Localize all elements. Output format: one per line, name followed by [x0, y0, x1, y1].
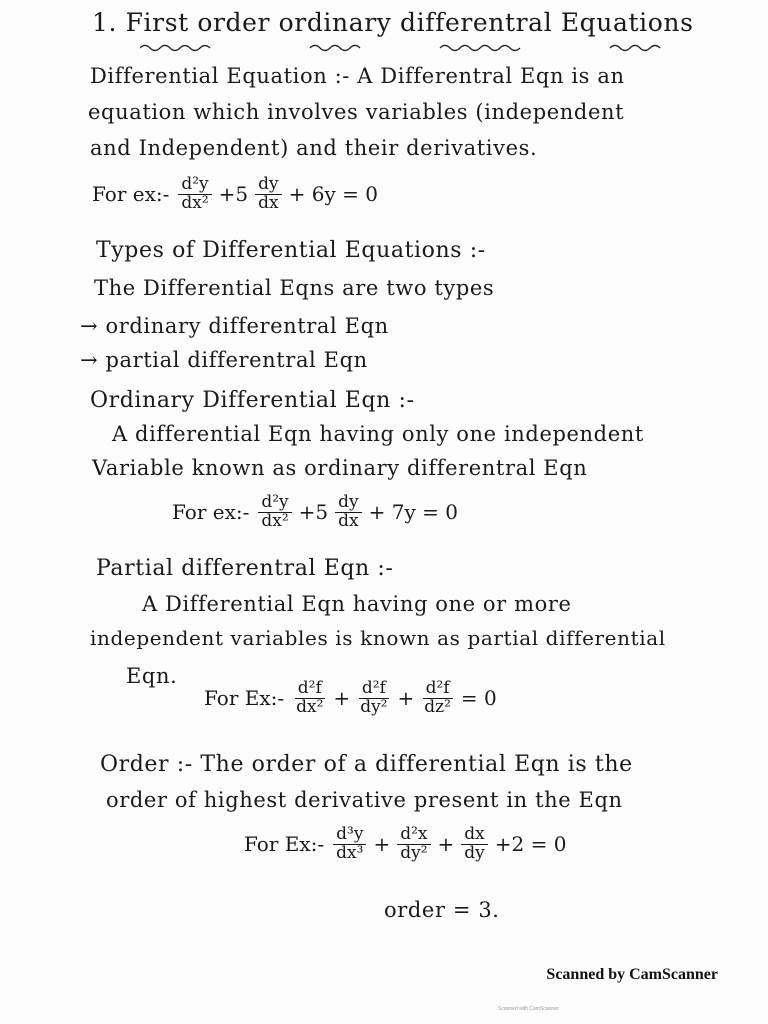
example-equation-2: For ex:- $\frac{\text{d²y}}{\text{dx²}}$ +5 $\frac{dy}{dx}$ + 7y = 0: [172, 492, 458, 531]
fraction: $\frac{dy}{dx}$: [255, 176, 282, 213]
fraction: $\frac{\text{d²f}}{\text{dy²}}$: [360, 678, 388, 717]
example-label: For Ex:-: [204, 686, 285, 711]
fraction: $\frac{\text{d²y}}{\text{dx²}}$: [178, 176, 211, 213]
partial-line-3: Eqn.: [126, 664, 178, 688]
page-title: 1. First order ordinary differentral Equations: [92, 8, 694, 37]
types-item-partial: → partial differentral Eqn: [80, 348, 368, 372]
fraction: $\frac{dx}{dy}$: [461, 826, 488, 863]
fraction: $\frac{\text{d³y}}{\text{dx³}}$: [333, 826, 366, 863]
ordinary-heading: Ordinary Differential Eqn :-: [90, 388, 415, 413]
partial-line-2: independent variables is known as partial differential: [90, 626, 666, 650]
camscanner-watermark: Scanned by CamScanner: [546, 966, 718, 983]
fraction: $\frac{\text{d²f}}{\text{dz²}}$: [424, 678, 451, 717]
example-label: For Ex:-: [244, 832, 325, 857]
definition-line-2: equation which involves variables (independent: [88, 100, 625, 124]
order-result: order = 3.: [384, 898, 500, 922]
definition-line-3: and Independent) and their derivatives.: [90, 136, 538, 160]
partial-heading: Partial differentral Eqn :-: [96, 556, 394, 581]
ordinary-line-1: A differential Eqn having only one independent: [112, 422, 644, 446]
example-equation-1: For ex:- $\frac{\text{d²y}}{\text{dx²}}$ +5 $\frac{dy}{dx}$ + 6y = 0: [92, 174, 378, 213]
fraction: $\frac{\text{d²x}}{\text{dy²}}$: [397, 826, 430, 863]
types-intro: The Differential Eqns are two types: [94, 276, 495, 300]
footer-tiny-text: Scanned with CamScanner: [498, 1006, 559, 1012]
fraction: $\frac{dy}{dx}$: [335, 494, 362, 531]
types-item-ordinary: → ordinary differentral Eqn: [80, 314, 389, 338]
fraction: $\frac{\text{d²y}}{\text{dx²}}$: [258, 494, 291, 531]
example-label: For ex:-: [92, 182, 170, 207]
order-line-1: Order :- The order of a differential Eqn is the: [100, 752, 633, 777]
fraction: $\frac{\text{d²f}}{\text{dx²}}$: [296, 678, 324, 717]
example-equation-4: For Ex:- $\frac{\text{d³y}}{\text{dx³}}$ + $\frac{\text{d²x}}{\text{dy²}}$ + $\frac{dx}{dy}$ +2 = 0: [244, 824, 567, 863]
example-equation-3: For Ex:- $\frac{\text{d²f}}{\text{dx²}}$ + $\frac{\text{d²f}}{\text{dy²}}$ + $\frac{\text{d²f}}{\text{dz²}}$ = 0: [204, 678, 497, 717]
title-underline-squiggle: [140, 42, 680, 54]
order-line-2: order of highest derivative present in the Eqn: [106, 788, 623, 812]
definition-line-1: Differential Equation :- A Differentral Eqn is an: [90, 64, 625, 88]
partial-line-1: A Differential Eqn having one or more: [142, 592, 572, 616]
example-label: For ex:-: [172, 500, 250, 525]
ordinary-line-2: Variable known as ordinary differentral Eqn: [92, 456, 588, 480]
types-heading: Types of Differential Equations :-: [96, 238, 486, 263]
